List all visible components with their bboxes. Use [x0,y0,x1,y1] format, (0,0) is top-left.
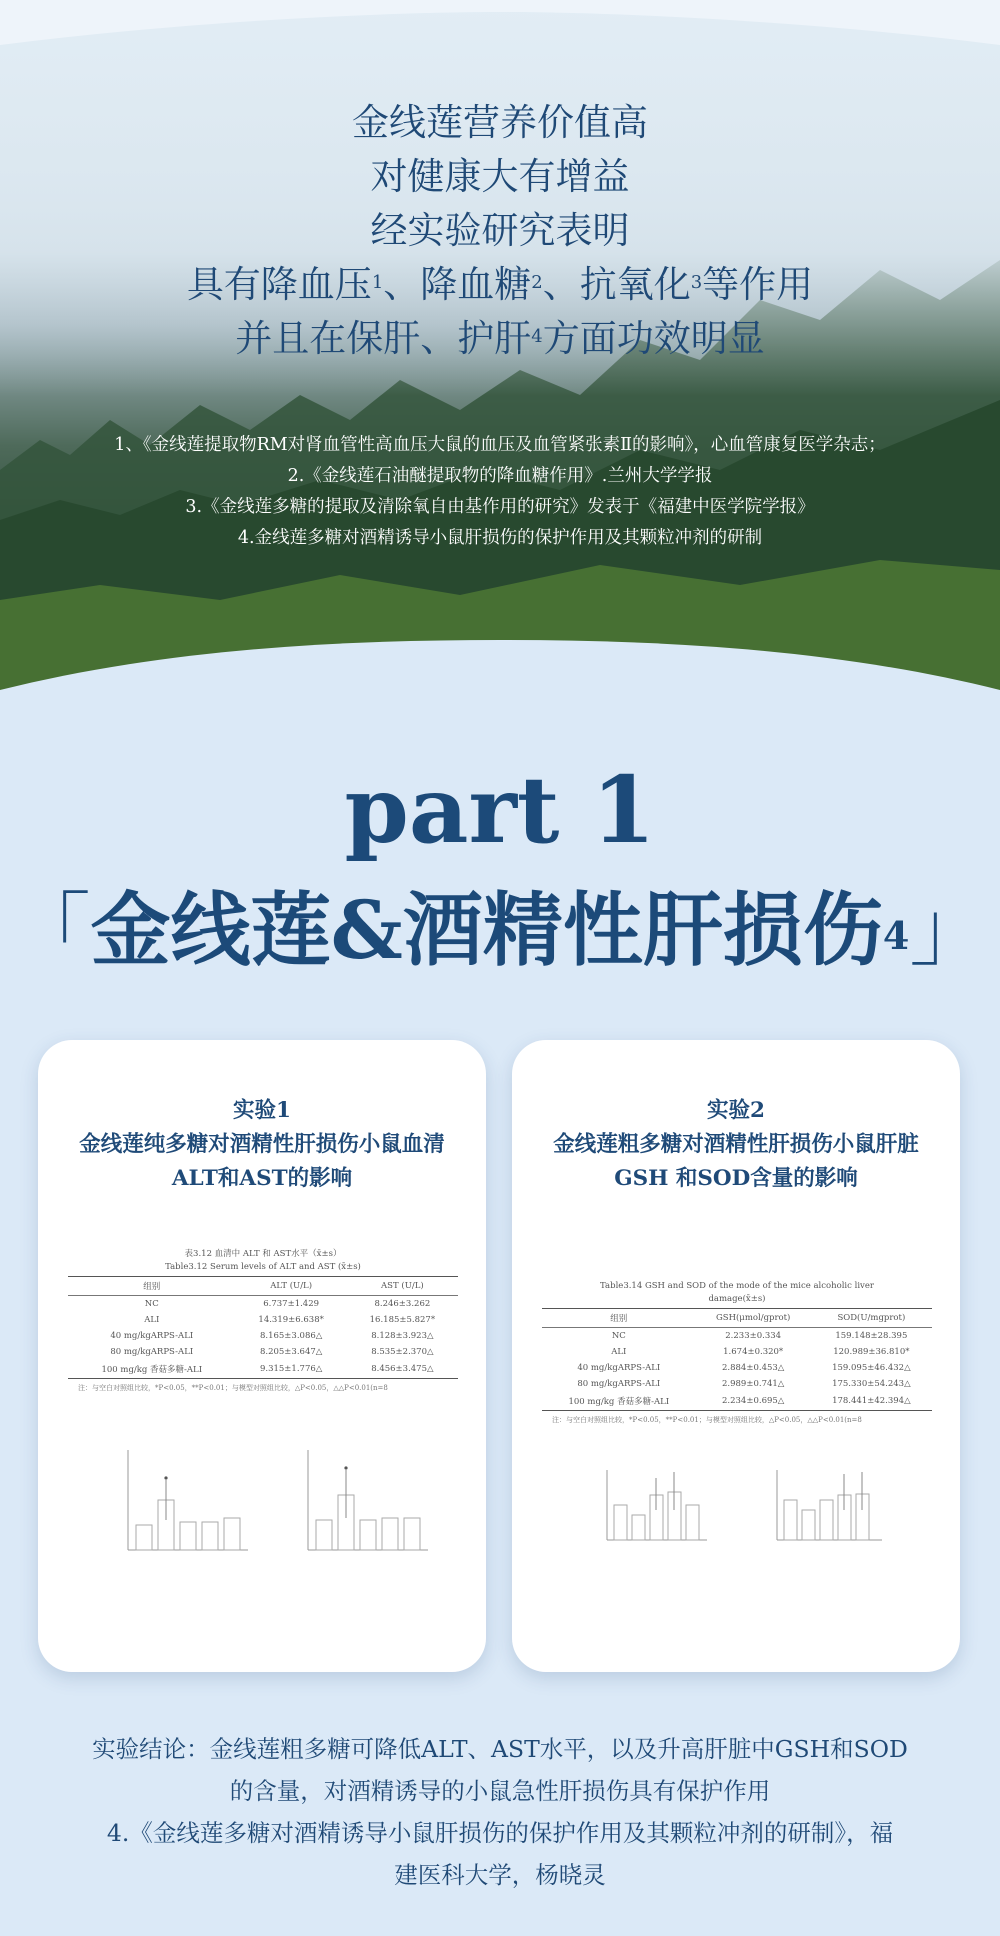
card-title-line: 金线莲纯多糖对酒精性肝损伤小鼠血清 [79,1132,445,1157]
conclusion-line: 建医科大学，杨晓灵 [394,1861,606,1889]
table-row: NC 6.737±1.429 8.246±3.262 [144,1299,431,1309]
table-caption: 表3.12 血清中 ALT 和 AST水平（x̄±s） [184,1249,342,1259]
intro-text: 具有降血压 [186,263,372,306]
experiment-card-2 [512,1040,960,1672]
intro-line-4 [0,258,1000,312]
table-caption: Table3.14 GSH and SOD of the mode of the mice alcoholic liver [600,1281,874,1291]
table-row: 80 mg/kgARPS-ALI 2.989±0.741△ 175.330±54.243△ [577,1379,911,1389]
subtitle-text: 金线莲&酒精性肝损伤 [90,883,883,977]
table-footnote: 注：与空白对照组比较，*P<0.05，**P<0.01；与模型对照组比较，△P<0.05，△△P<0.01(n=8 [78,1384,388,1392]
footnote-mark: 3 [690,272,703,293]
conclusion-line: 4.《金线莲多糖对酒精诱导小鼠肝损伤的保护作用及其颗粒冲剂的研制》，福 [106,1819,894,1847]
conclusion-line: 的含量，对酒精诱导的小鼠急性肝损伤具有保护作用 [229,1777,771,1805]
table-header: GSH(μmol/gprot) [696,1309,811,1328]
data-table [542,1308,932,1411]
table-row: 40 mg/kgARPS-ALI 2.884±0.453△ 159.095±46.432△ [577,1363,911,1373]
table-header: SOD(U/mgprot) [811,1309,932,1328]
footnote-mark: 4 [882,913,910,958]
data-table-figure [68,1248,458,1393]
bar-plot-thumbnail [762,1460,892,1580]
card-title-line: 金线莲粗多糖对酒精性肝损伤小鼠肝脏 [553,1132,919,1157]
reference-item: 3.《金线莲多糖的提取及清除氧自由基作用的研究》发表于《福建中医学院学报》 [185,497,815,517]
intro-text: 方面功效明显 [542,317,765,360]
table-row: 80 mg/kgARPS-ALI 8.205±3.647△ 8.535±2.370△ [110,1347,434,1357]
intro-line-1: 金线莲营养价值高 [352,101,648,144]
data-table [68,1276,458,1379]
bracket-close: 」 [909,884,990,977]
table-header: AST (U/L) [347,1277,458,1296]
table-row: 100 mg/kg 香菇多糖-ALI 9.315±1.776△ 8.456±3.475△ [68,1360,458,1379]
bracket-open: 「 [10,884,91,977]
table-row: 40 mg/kgARPS-ALI 8.165±3.086△ 8.128±3.923△ [110,1331,434,1341]
reference-list [90,430,910,554]
table-row: NC 2.233±0.334 159.148±28.395 [611,1331,908,1341]
table-caption: damage(x̄±s) [708,1294,766,1304]
table-header: 组别 [68,1277,236,1296]
part-title: part 1 [344,756,656,864]
intro-line-3: 经实验研究表明 [370,209,630,252]
intro-text: 、降血糖 [383,263,532,306]
hero-banner [0,0,1000,720]
table-footnote: 注：与空白对照组比较，*P<0.05，**P<0.01；与模型对照组比较，△P<0.05，△△P<0.01(n=8 [552,1416,862,1424]
table-row: 100 mg/kg 香菇多糖-ALI 2.234±0.695△ 178.441±42.394△ [542,1392,932,1411]
intro-text: 等作用 [702,263,814,306]
card-title-line: GSH 和SOD含量的影响 [614,1166,858,1191]
card-title [38,1094,486,1196]
data-table-figure [542,1280,932,1425]
footnote-mark: 4 [531,326,543,347]
footnote-mark: 2 [531,272,543,293]
table-header: 组别 [542,1309,696,1328]
intro-headline [0,96,1000,366]
table-row: ALI 14.319±6.638* 16.185±5.827* [144,1315,436,1325]
table-caption: Table3.12 Serum levels of ALT and AST (x̄±s) [165,1262,361,1272]
card-title-line: ALT和AST的影响 [171,1166,353,1191]
bar-plot-thumbnail [592,1460,712,1580]
section-subtitle [0,880,1000,981]
card-title-line: 实验1 [233,1098,291,1123]
experiment-card-1 [38,1040,486,1672]
conclusion-text [50,1728,950,1896]
intro-text: 并且在保肝、护肝 [235,317,532,360]
card-title [512,1094,960,1196]
intro-text: 、抗氧化 [542,263,691,306]
conclusion-line: 实验结论：金线莲粗多糖可降低ALT、AST水平，以及升高肝脏中GSH和SOD [92,1735,908,1763]
intro-line-2: 对健康大有增益 [370,155,630,198]
bar-plot-thumbnail [108,1440,258,1590]
reference-item: 4.金线莲多糖对酒精诱导小鼠肝损伤的保护作用及其颗粒冲剂的研制 [237,528,763,548]
table-row: ALI 1.674±0.320* 120.989±36.810* [611,1347,910,1357]
reference-item: 1、《金线莲提取物RM对肾血管性高血压大鼠的血压及血管紧张素Ⅱ的影响》，心血管康复医学杂志； [114,435,886,455]
card-title-line: 实验2 [707,1098,765,1123]
bar-plot-thumbnail [288,1440,438,1590]
reference-item: 2.《金线莲石油醚提取物的降血糖作用》.兰州大学学报 [287,466,713,486]
intro-line-5 [0,312,1000,366]
table-header: ALT (U/L) [236,1277,347,1296]
footnote-mark: 1 [371,272,384,293]
